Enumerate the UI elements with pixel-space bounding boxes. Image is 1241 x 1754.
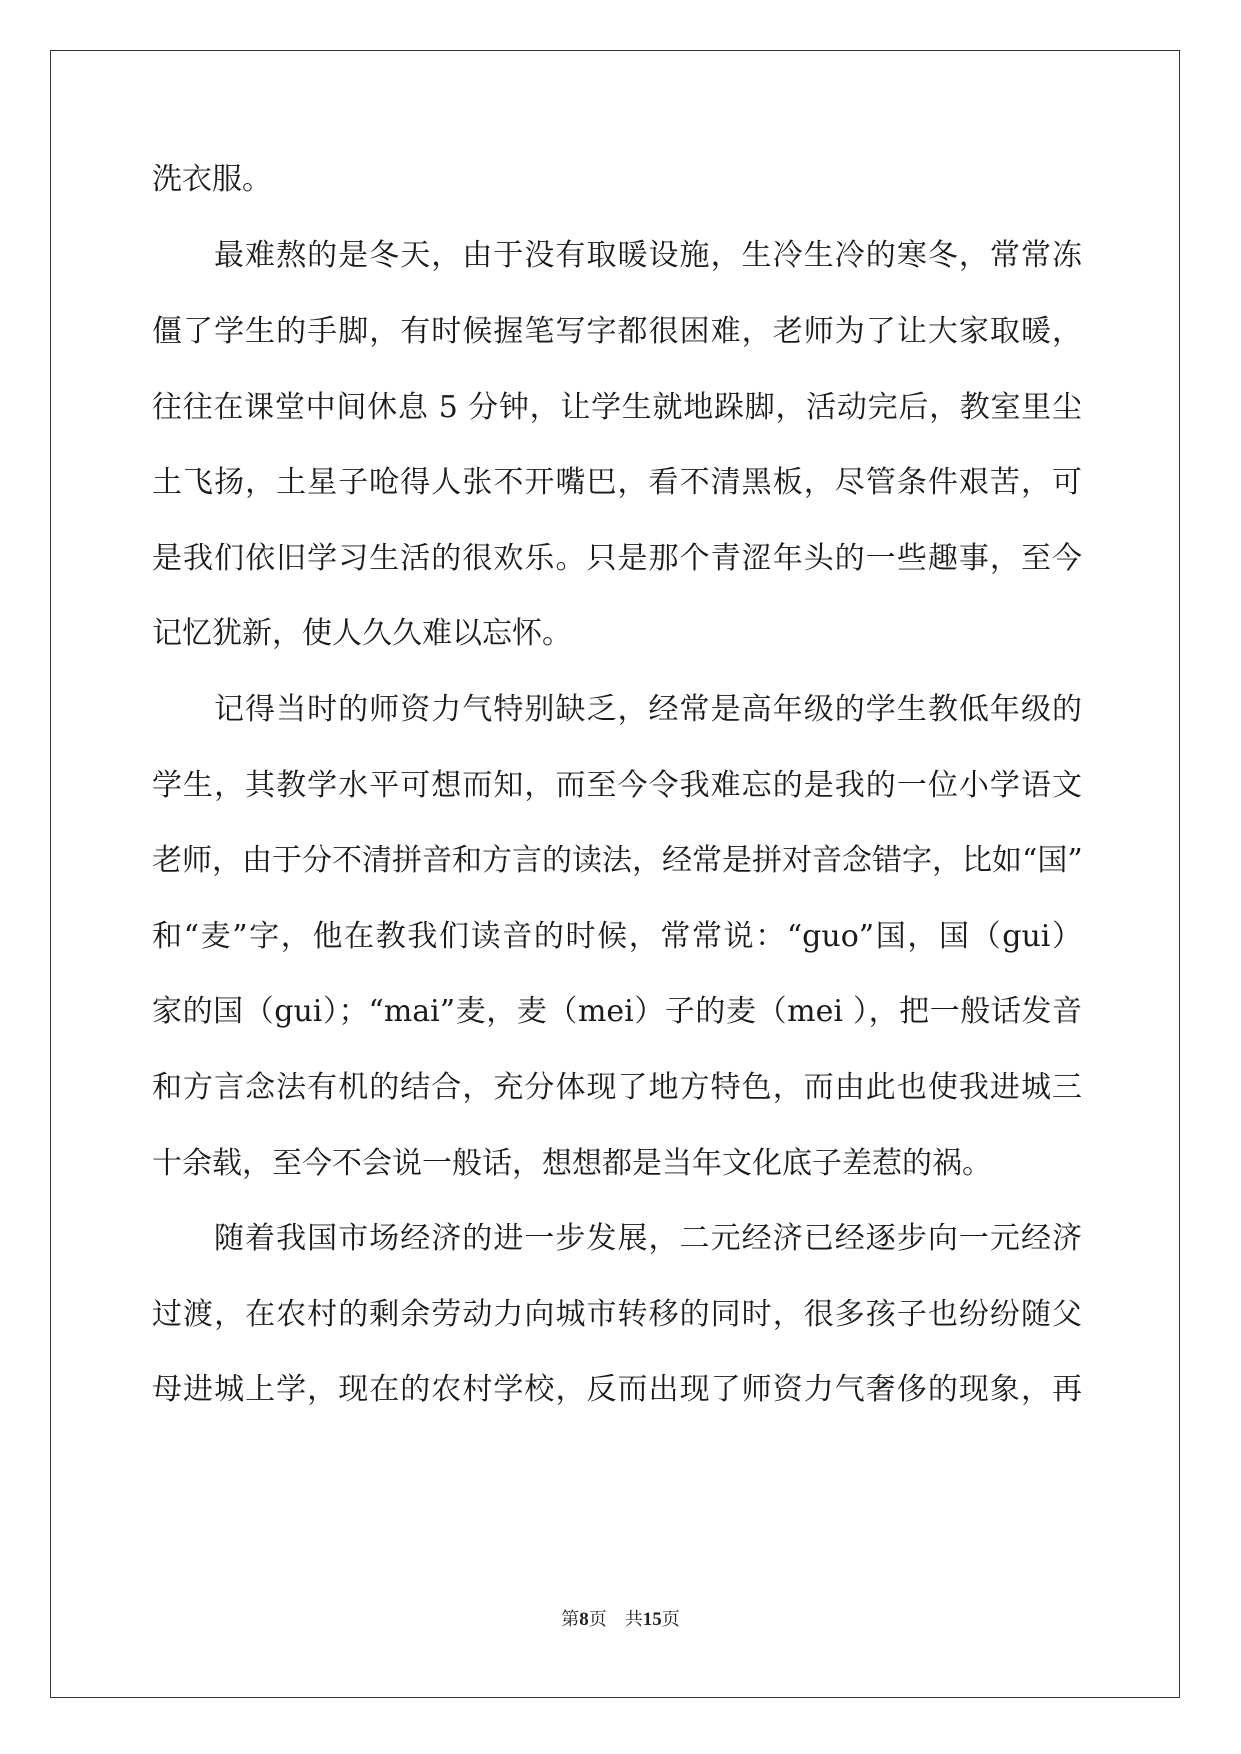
page-footer — [0, 1608, 1241, 1632]
text-line: 僵了学生的手脚，有时候握笔写字都很困难，老师为了让大家取暖， — [152, 314, 1082, 349]
page-current: 8 — [579, 1609, 589, 1630]
text-line: 土飞扬，土星子呛得人张不开嘴巴，看不清黑板，尽管条件艰苦，可 — [152, 465, 1082, 500]
text-line: 老师，由于分不清拼音和方言的读法，经常是拼对音念错字，比如“国” — [152, 843, 1083, 878]
text-line: 过渡，在农村的剩余劳动力向城市转移的同时，很多孩子也纷纷随父 — [152, 1297, 1082, 1332]
total-prefix: 共 — [624, 1609, 643, 1630]
text-line: 往往在课堂中间休息 5 分钟，让学生就地跺脚，活动完后，教室里尘 — [152, 390, 1082, 425]
text-line: 最难熬的是冬天，由于没有取暖设施，生冷生冷的寒冬，常常冻 — [214, 238, 1082, 273]
text-line: 家的国（gui）；“mai”麦，麦（mei）子的麦（mei ），把一般话发音 — [152, 994, 1082, 1029]
text-line: 母进城上学，现在的农村学校，反而出现了师资力气奢侈的现象，再 — [152, 1372, 1082, 1407]
text-line: 随着我国市场经济的进一步发展，二元经济已经逐步向一元经济 — [214, 1221, 1082, 1256]
text-line: 和方言念法有机的结合，充分体现了地方特色，而由此也使我进城三 — [152, 1070, 1082, 1105]
page-prefix: 第 — [561, 1609, 580, 1630]
text-line: 学生，其教学水平可想而知，而至今令我难忘的是我的一位小学语文 — [152, 768, 1082, 803]
page-suffix: 页 — [588, 1609, 607, 1630]
text-line: 洗衣服。 — [152, 162, 272, 197]
text-line: 记忆犹新，使人久久难以忘怀。 — [152, 616, 572, 651]
text-line: 是我们依旧学习生活的很欢乐。只是那个青涩年头的一些趣事，至今 — [152, 541, 1082, 576]
page-total: 15 — [642, 1609, 662, 1630]
total-suffix: 页 — [661, 1609, 680, 1630]
text-line: 和“麦”字，他在教我们读音的时候，常常说：“guo”国，国（gui） — [152, 919, 1082, 954]
text-line: 十余载，至今不会说一般话，想想都是当年文化底子差惹的祸。 — [152, 1146, 992, 1181]
text-line: 记得当时的师资力气特别缺乏，经常是高年级的学生教低年级的 — [214, 692, 1082, 727]
